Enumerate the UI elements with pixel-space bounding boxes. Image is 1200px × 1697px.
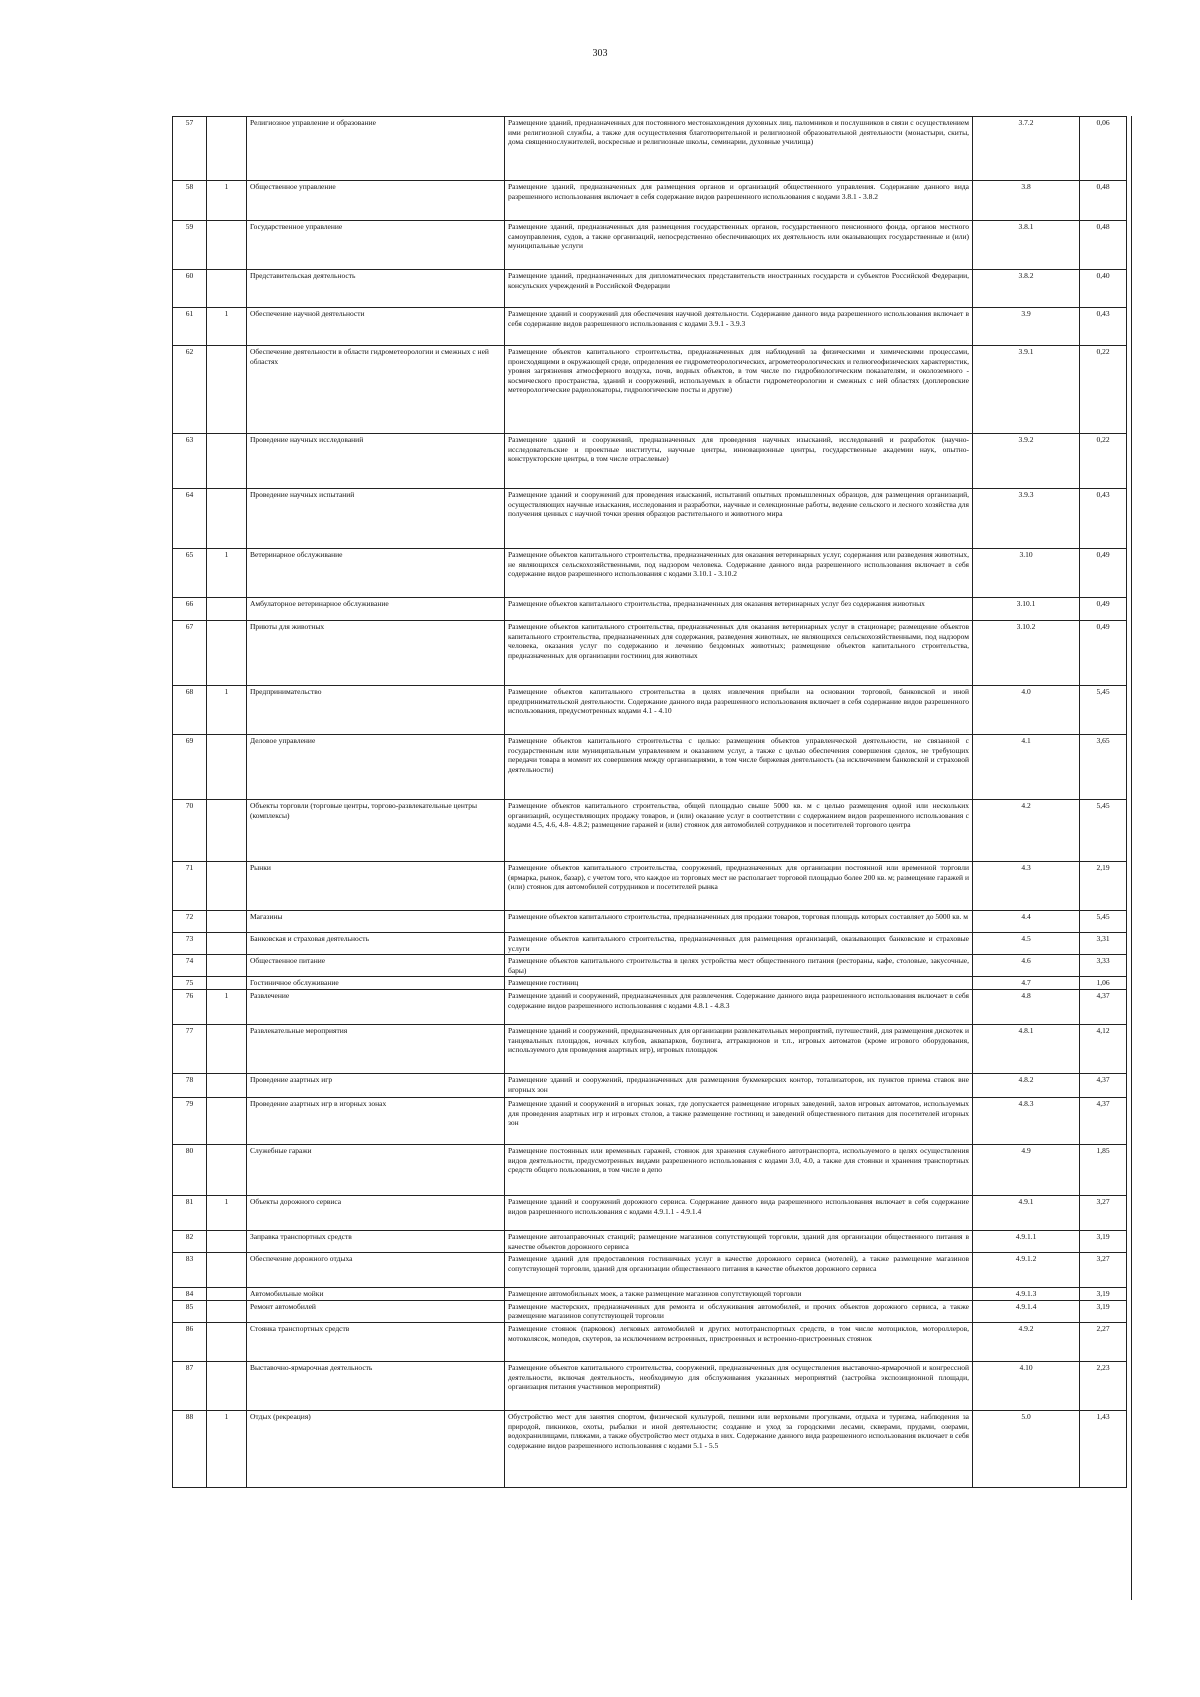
use-name: Развлечение	[247, 989, 505, 1024]
use-name: Обеспечение дорожного отдыха	[247, 1253, 505, 1288]
right-border-line	[1131, 116, 1132, 1600]
use-code: 3.7.2	[973, 117, 1080, 181]
use-description: Размещение объектов капитального строительства, сооружений, предназначенных для осуществления выставочно-ярмарочной и конгрессной деятельности, включая деятельность, необходимую для обслуживания указанных мероприятий (застройка экспозиционной площади, организация питания участников мероприятий)	[505, 1361, 973, 1410]
use-coefficient: 3,19	[1080, 1288, 1127, 1301]
row-level: 1	[207, 549, 247, 598]
use-description: Размещение объектов капитального строительства, предназначенных для оказания ветеринарных услуг в стационаре; размещение объектов капитального строительства, предназначенных для содержания, разведения животных, не являющихся сельскохозяйственными, под надзором человека, оказания услуг по содержанию и лечению бездомных животных; размещение объектов капитального строительства, предназначенных для организации гостиниц для животных	[505, 621, 973, 686]
use-code: 4.8.1	[973, 1024, 1080, 1073]
row-level: 1	[207, 1410, 247, 1487]
table-row	[173, 989, 1127, 1024]
use-description: Размещение зданий и сооружений для проведения изысканий, испытаний опытных промышленных образцов, для размещения организаций, осуществляющих научные изыскания, исследования и разработки, научные и селекционные работы, ведение сельского и лесного хозяйства для получения ценных с научной точки зрения образцов растительного и животного мира	[505, 489, 973, 549]
use-coefficient: 3,33	[1080, 955, 1127, 977]
table-row	[173, 489, 1127, 549]
use-name: Предпринимательство	[247, 686, 505, 735]
use-coefficient: 0,22	[1080, 434, 1127, 489]
table-row	[173, 1144, 1127, 1195]
table-row	[173, 1253, 1127, 1288]
use-name: Деловое управление	[247, 735, 505, 800]
row-level	[207, 221, 247, 270]
row-number: 64	[173, 489, 207, 549]
use-code: 3.9	[973, 308, 1080, 346]
table-row	[173, 308, 1127, 346]
row-number: 61	[173, 308, 207, 346]
use-name: Отдых (рекреация)	[247, 1410, 505, 1487]
row-number: 58	[173, 181, 207, 221]
use-description: Размещение объектов капитального строительства с целью: размещения объектов управленческой деятельности, не связанной с государственным или муниципальным управлением и оказанием услуг, а также с целью обеспечения совершения сделок, не требующих передачи товара в момент их совершения между организациями, в том числе биржевая деятельность (за исключением банковской и страховой деятельности)	[505, 735, 973, 800]
use-code: 4.6	[973, 955, 1080, 977]
use-name: Приюты для животных	[247, 621, 505, 686]
row-level	[207, 862, 247, 911]
row-level	[207, 1300, 247, 1322]
row-level	[207, 1361, 247, 1410]
table-row	[173, 346, 1127, 434]
use-name: Обеспечение научной деятельности	[247, 308, 505, 346]
row-level: 1	[207, 686, 247, 735]
row-number: 62	[173, 346, 207, 434]
use-coefficient: 0,49	[1080, 598, 1127, 621]
use-code: 4.9.1.1	[973, 1230, 1080, 1252]
use-coefficient: 3,31	[1080, 933, 1127, 955]
use-name: Гостиничное обслуживание	[247, 977, 505, 990]
table-row	[173, 549, 1127, 598]
use-coefficient: 0,48	[1080, 181, 1127, 221]
row-level	[207, 1230, 247, 1252]
use-name: Проведение научных испытаний	[247, 489, 505, 549]
use-code: 5.0	[973, 1410, 1080, 1487]
table-row	[173, 1073, 1127, 1097]
use-name: Общественное питание	[247, 955, 505, 977]
table-row	[173, 181, 1127, 221]
table-row	[173, 911, 1127, 933]
use-description: Размещение объектов капитального строительства, предназначенных для размещения организаций, оказывающих банковские и страховые услуги	[505, 933, 973, 955]
row-level	[207, 977, 247, 990]
use-coefficient: 1,06	[1080, 977, 1127, 990]
table-row	[173, 621, 1127, 686]
use-name: Стоянка транспортных средств	[247, 1322, 505, 1361]
row-level	[207, 489, 247, 549]
row-level	[207, 598, 247, 621]
table-row	[173, 1230, 1127, 1252]
table-row	[173, 800, 1127, 862]
page-number: 303	[592, 48, 608, 59]
use-description: Размещение зданий и сооружений, предназначенных для развлечения. Содержание данного вида разрешенного использования включает в себя содержание видов разрешенного использования с кодами 4.8.1 - 4.8.3	[505, 989, 973, 1024]
row-level	[207, 117, 247, 181]
table-row	[173, 1097, 1127, 1144]
use-description: Размещение объектов капитального строительства, общей площадью свыше 5000 кв. м с целью размещения одной или нескольких организаций, осуществляющих продажу товаров, и (или) оказание услуг в соответствии с содержанием видов разрешенного использования с кодами 4.5, 4.6, 4.8- 4.8.2; размещение гаражей и (или) стоянок для автомобилей сотрудников и посетителей торгового центра	[505, 800, 973, 862]
table-row	[173, 1300, 1127, 1322]
use-coefficient: 3,65	[1080, 735, 1127, 800]
use-name: Обеспечение деятельности в области гидрометеорологии и смежных с ней областях	[247, 346, 505, 434]
row-level	[207, 933, 247, 955]
row-number: 77	[173, 1024, 207, 1073]
row-number: 63	[173, 434, 207, 489]
use-coefficient: 0,06	[1080, 117, 1127, 181]
use-code: 4.7	[973, 977, 1080, 990]
row-number: 74	[173, 955, 207, 977]
row-level	[207, 621, 247, 686]
use-coefficient: 4,37	[1080, 989, 1127, 1024]
row-level	[207, 1253, 247, 1288]
use-coefficient: 0,49	[1080, 549, 1127, 598]
use-description: Размещение зданий и сооружений дорожного сервиса. Содержание данного вида разрешенного использования включает в себя содержание видов разрешенного использования с кодами 4.9.1.1 - 4.9.1.4	[505, 1195, 973, 1230]
row-level	[207, 911, 247, 933]
use-code: 4.0	[973, 686, 1080, 735]
table-row	[173, 933, 1127, 955]
use-code: 4.8.3	[973, 1097, 1080, 1144]
row-number: 67	[173, 621, 207, 686]
use-name: Проведение научных исследований	[247, 434, 505, 489]
use-coefficient: 1,85	[1080, 1144, 1127, 1195]
use-code: 3.8.1	[973, 221, 1080, 270]
use-code: 4.4	[973, 911, 1080, 933]
row-level	[207, 955, 247, 977]
use-code: 4.9.1	[973, 1195, 1080, 1230]
use-name: Служебные гаражи	[247, 1144, 505, 1195]
row-level	[207, 434, 247, 489]
use-code: 3.8	[973, 181, 1080, 221]
use-code: 4.10	[973, 1361, 1080, 1410]
use-description: Размещение зданий и сооружений в игорных зонах, где допускается размещение игорных заведений, залов игровых автоматов, используемых для проведения азартных игр и игровых столов, а также размещение гостиниц и заведений общественного питания для посетителей игорных зон	[505, 1097, 973, 1144]
use-description: Размещение зданий для предоставления гостиничных услуг в качестве дорожного сервиса (мотелей), а также размещение магазинов сопутствующей торговли, зданий для организации общественного питания в качестве объектов дорожного сервиса	[505, 1253, 973, 1288]
use-name: Объекты торговли (торговые центры, торгово-развлекательные центры (комплексы)	[247, 800, 505, 862]
row-number: 84	[173, 1288, 207, 1301]
row-number: 65	[173, 549, 207, 598]
use-name: Банковская и страховая деятельность	[247, 933, 505, 955]
row-number: 79	[173, 1097, 207, 1144]
row-level: 1	[207, 1195, 247, 1230]
row-level	[207, 1024, 247, 1073]
use-description: Размещение зданий и сооружений, предназначенных для размещения букмекерских контор, тотализаторов, их пунктов приема ставок вне игорных зон	[505, 1073, 973, 1097]
table-row	[173, 1322, 1127, 1361]
row-number: 82	[173, 1230, 207, 1252]
use-code: 4.5	[973, 933, 1080, 955]
row-level	[207, 1097, 247, 1144]
table-row	[173, 1024, 1127, 1073]
use-coefficient: 2,27	[1080, 1322, 1127, 1361]
use-description: Размещение объектов капитального строительства, предназначенных для оказания ветеринарных услуг, содержания или разведения животных, не являющихся сельскохозяйственными, под надзором человека. Содержание данного вида разрешенного использования включает в себя содержание видов разрешенного использования с кодами 3.10.1 - 3.10.2	[505, 549, 973, 598]
row-level: 1	[207, 989, 247, 1024]
use-code: 3.8.2	[973, 270, 1080, 308]
row-number: 88	[173, 1410, 207, 1487]
table-row	[173, 1288, 1127, 1301]
use-description: Размещение мастерских, предназначенных для ремонта и обслуживания автомобилей, и прочих объектов дорожного сервиса, а также размещение магазинов сопутствующей торговли	[505, 1300, 973, 1322]
use-name: Проведение азартных игр в игорных зонах	[247, 1097, 505, 1144]
table-row	[173, 955, 1127, 977]
use-coefficient: 0,43	[1080, 489, 1127, 549]
use-coefficient: 0,43	[1080, 308, 1127, 346]
table-row	[173, 977, 1127, 990]
use-coefficient: 5,45	[1080, 800, 1127, 862]
use-description: Размещение стоянок (парковок) легковых автомобилей и других мототранспортных средств, в том числе мотоциклов, мотороллеров, мотоколясок, мопедов, скутеров, за исключением встроенных, пристроенных и встроенно-пристроенных стоянок	[505, 1322, 973, 1361]
use-code: 4.1	[973, 735, 1080, 800]
row-number: 57	[173, 117, 207, 181]
use-coefficient: 3,27	[1080, 1253, 1127, 1288]
row-number: 60	[173, 270, 207, 308]
use-code: 4.2	[973, 800, 1080, 862]
table-row	[173, 434, 1127, 489]
use-coefficient: 0,22	[1080, 346, 1127, 434]
use-name: Магазины	[247, 911, 505, 933]
use-description: Размещение зданий и сооружений, предназначенных для организации развлекательных мероприятий, путешествий, для размещения дискотек и танцевальных площадок, ночных клубов, аквапарков, боулинга, аттракционов и т.п., игровых автоматов (кроме игрового оборудования, используемого для проведения азартных игр), игровых площадок	[505, 1024, 973, 1073]
row-number: 59	[173, 221, 207, 270]
row-level	[207, 735, 247, 800]
use-coefficient: 0,48	[1080, 221, 1127, 270]
use-description: Размещение зданий и сооружений, предназначенных для проведения научных изысканий, исследований и разработок (научно-исследовательские и проектные институты, научные центры, инновационные центры, государственные академии наук, опытно-конструкторские центры, в том числе отраслевые)	[505, 434, 973, 489]
use-coefficient: 4,37	[1080, 1097, 1127, 1144]
use-code: 3.9.1	[973, 346, 1080, 434]
row-level: 1	[207, 308, 247, 346]
use-description: Размещение зданий и сооружений для обеспечения научной деятельности. Содержание данного вида разрешенного использования включает в себя содержание видов разрешенного использования с кодами 3.9.1 - 3.9.3	[505, 308, 973, 346]
use-description: Размещение объектов капитального строительства в целях извлечения прибыли на основании торговой, банковской и иной предпринимательской деятельности. Содержание данного вида разрешенного использования включает в себя содержание видов разрешенного использования, предусмотренных кодами 4.1 - 4.10	[505, 686, 973, 735]
use-coefficient: 4,37	[1080, 1073, 1127, 1097]
table-row	[173, 686, 1127, 735]
use-coefficient: 3,19	[1080, 1230, 1127, 1252]
use-name: Развлекательные мероприятия	[247, 1024, 505, 1073]
row-number: 69	[173, 735, 207, 800]
row-level	[207, 1322, 247, 1361]
use-code: 3.10.1	[973, 598, 1080, 621]
use-coefficient: 5,45	[1080, 911, 1127, 933]
row-number: 85	[173, 1300, 207, 1322]
table-row	[173, 270, 1127, 308]
use-description: Размещение гостиниц	[505, 977, 973, 990]
use-name: Общественное управление	[247, 181, 505, 221]
row-number: 72	[173, 911, 207, 933]
use-name: Ремонт автомобилей	[247, 1300, 505, 1322]
use-name: Проведение азартных игр	[247, 1073, 505, 1097]
row-number: 78	[173, 1073, 207, 1097]
use-description: Размещение автозаправочных станций; размещение магазинов сопутствующей торговли, зданий для организации общественного питания в качестве объектов дорожного сервиса	[505, 1230, 973, 1252]
use-description: Размещение зданий, предназначенных для размещения органов и организаций общественного управления. Содержание данного вида разрешенного использования включает в себя содержание видов разрешенного использования с кодами 3.8.1 - 3.8.2	[505, 181, 973, 221]
use-coefficient: 2,19	[1080, 862, 1127, 911]
use-coefficient: 5,45	[1080, 686, 1127, 735]
use-name: Религиозное управление и образование	[247, 117, 505, 181]
use-description: Размещение объектов капитального строительства, предназначенных для продажи товаров, торговая площадь которых составляет до 5000 кв. м	[505, 911, 973, 933]
row-number: 73	[173, 933, 207, 955]
use-code: 4.8.2	[973, 1073, 1080, 1097]
row-number: 87	[173, 1361, 207, 1410]
use-description: Размещение автомобильных моек, а также размещение магазинов сопутствующей торговли	[505, 1288, 973, 1301]
use-name: Объекты дорожного сервиса	[247, 1195, 505, 1230]
table-row	[173, 1410, 1127, 1487]
row-number: 80	[173, 1144, 207, 1195]
table-row	[173, 221, 1127, 270]
use-code: 4.9.1.2	[973, 1253, 1080, 1288]
use-code: 4.9.2	[973, 1322, 1080, 1361]
row-level	[207, 270, 247, 308]
use-name: Государственное управление	[247, 221, 505, 270]
use-description: Размещение зданий, предназначенных для размещения государственных органов, государственного пенсионного фонда, органов местного самоуправления, судов, а также организаций, непосредственно обеспечивающих их деятельность или оказывающих государственные и (или) муниципальные услуги	[505, 221, 973, 270]
use-name: Выставочно-ярмарочная деятельность	[247, 1361, 505, 1410]
row-number: 68	[173, 686, 207, 735]
row-number: 75	[173, 977, 207, 990]
row-level	[207, 800, 247, 862]
row-number: 66	[173, 598, 207, 621]
use-name: Рынки	[247, 862, 505, 911]
use-code: 3.10	[973, 549, 1080, 598]
land-use-table	[172, 116, 1127, 1488]
use-description: Размещение объектов капитального строительства, предназначенных для оказания ветеринарных услуг без содержания животных	[505, 598, 973, 621]
use-description: Размещение постоянных или временных гаражей, стоянок для хранения служебного автотранспорта, используемого в целях осуществления видов деятельности, предусмотренных видами разрешенного использования с кодами 3.0, 4.0, а также для стоянки и хранения транспортных средств общего пользования, в том числе в депо	[505, 1144, 973, 1195]
use-name: Ветеринарное обслуживание	[247, 549, 505, 598]
row-level: 1	[207, 181, 247, 221]
use-name: Автомобильные мойки	[247, 1288, 505, 1301]
use-code: 4.3	[973, 862, 1080, 911]
use-coefficient: 1,43	[1080, 1410, 1127, 1487]
table-row	[173, 735, 1127, 800]
use-description: Размещение объектов капитального строительства, сооружений, предназначенных для организации постоянной или временной торговли (ярмарка, рынок, базар), с учетом того, что каждое из торговых мест не располагает торговой площадью более 200 кв. м; размещение гаражей и (или) стоянок для автомобилей сотрудников и посетителей рынка	[505, 862, 973, 911]
row-number: 86	[173, 1322, 207, 1361]
use-coefficient: 3,19	[1080, 1300, 1127, 1322]
use-name: Заправка транспортных средств	[247, 1230, 505, 1252]
use-description: Обустройство мест для занятия спортом, физической культурой, пешими или верховыми прогулками, отдыха и туризма, наблюдения за природой, пикников, охоты, рыбалки и иной деятельности; создание и уход за городскими лесами, скверами, прудами, озерами, водохранилищами, пляжами, а также обустройство мест отдыха в них. Содержание данного вида разрешенного использования включает в себя содержание видов разрешенного использования с кодами 5.1 - 5.5	[505, 1410, 973, 1487]
use-coefficient: 0,49	[1080, 621, 1127, 686]
use-description: Размещение зданий, предназначенных для дипломатических представительств иностранных государств и субъектов Российской Федерации, консульских учреждений в Российской Федерации	[505, 270, 973, 308]
row-level	[207, 346, 247, 434]
use-coefficient: 0,40	[1080, 270, 1127, 308]
use-coefficient: 3,27	[1080, 1195, 1127, 1230]
use-code: 4.9.1.4	[973, 1300, 1080, 1322]
use-coefficient: 2,23	[1080, 1361, 1127, 1410]
table-row	[173, 862, 1127, 911]
use-coefficient: 4,12	[1080, 1024, 1127, 1073]
use-description: Размещение зданий, предназначенных для постоянного местонахождения духовных лиц, паломников и послушников в связи с осуществлением ими религиозной службы, а также для осуществления благотворительной и религиозной образовательной деятельности (монастыри, скиты, дома священнослужителей, воскресные и религиозные школы, семинарии, духовные училища)	[505, 117, 973, 181]
use-code: 3.10.2	[973, 621, 1080, 686]
row-number: 76	[173, 989, 207, 1024]
table-row	[173, 598, 1127, 621]
use-description: Размещение объектов капитального строительства в целях устройства мест общественного питания (рестораны, кафе, столовые, закусочные, бары)	[505, 955, 973, 977]
row-number: 83	[173, 1253, 207, 1288]
row-level	[207, 1288, 247, 1301]
table-row	[173, 117, 1127, 181]
use-code: 4.8	[973, 989, 1080, 1024]
use-description: Размещение объектов капитального строительства, предназначенных для наблюдений за физическими и химическими процессами, происходящими в окружающей среде, определения ее гидрометеорологических, агрометеорологических и гелиогеофизических характеристик, уровня загрязнения атмосферного воздуха, почв, водных объектов, в том числе по гидробиологическим показателям, и околоземного - космического пространства, зданий и сооружений, используемых в области гидрометеорологии и смежных с ней областях (доплеровские метеорологические радиолокаторы, гидрологические посты и другие)	[505, 346, 973, 434]
use-code: 4.9	[973, 1144, 1080, 1195]
use-code: 4.9.1.3	[973, 1288, 1080, 1301]
row-number: 70	[173, 800, 207, 862]
table-row	[173, 1361, 1127, 1410]
use-code: 3.9.3	[973, 489, 1080, 549]
row-number: 81	[173, 1195, 207, 1230]
use-name: Представительская деятельность	[247, 270, 505, 308]
use-name: Амбулаторное ветеринарное обслуживание	[247, 598, 505, 621]
row-level	[207, 1073, 247, 1097]
row-level	[207, 1144, 247, 1195]
use-code: 3.9.2	[973, 434, 1080, 489]
table-row	[173, 1195, 1127, 1230]
row-number: 71	[173, 862, 207, 911]
